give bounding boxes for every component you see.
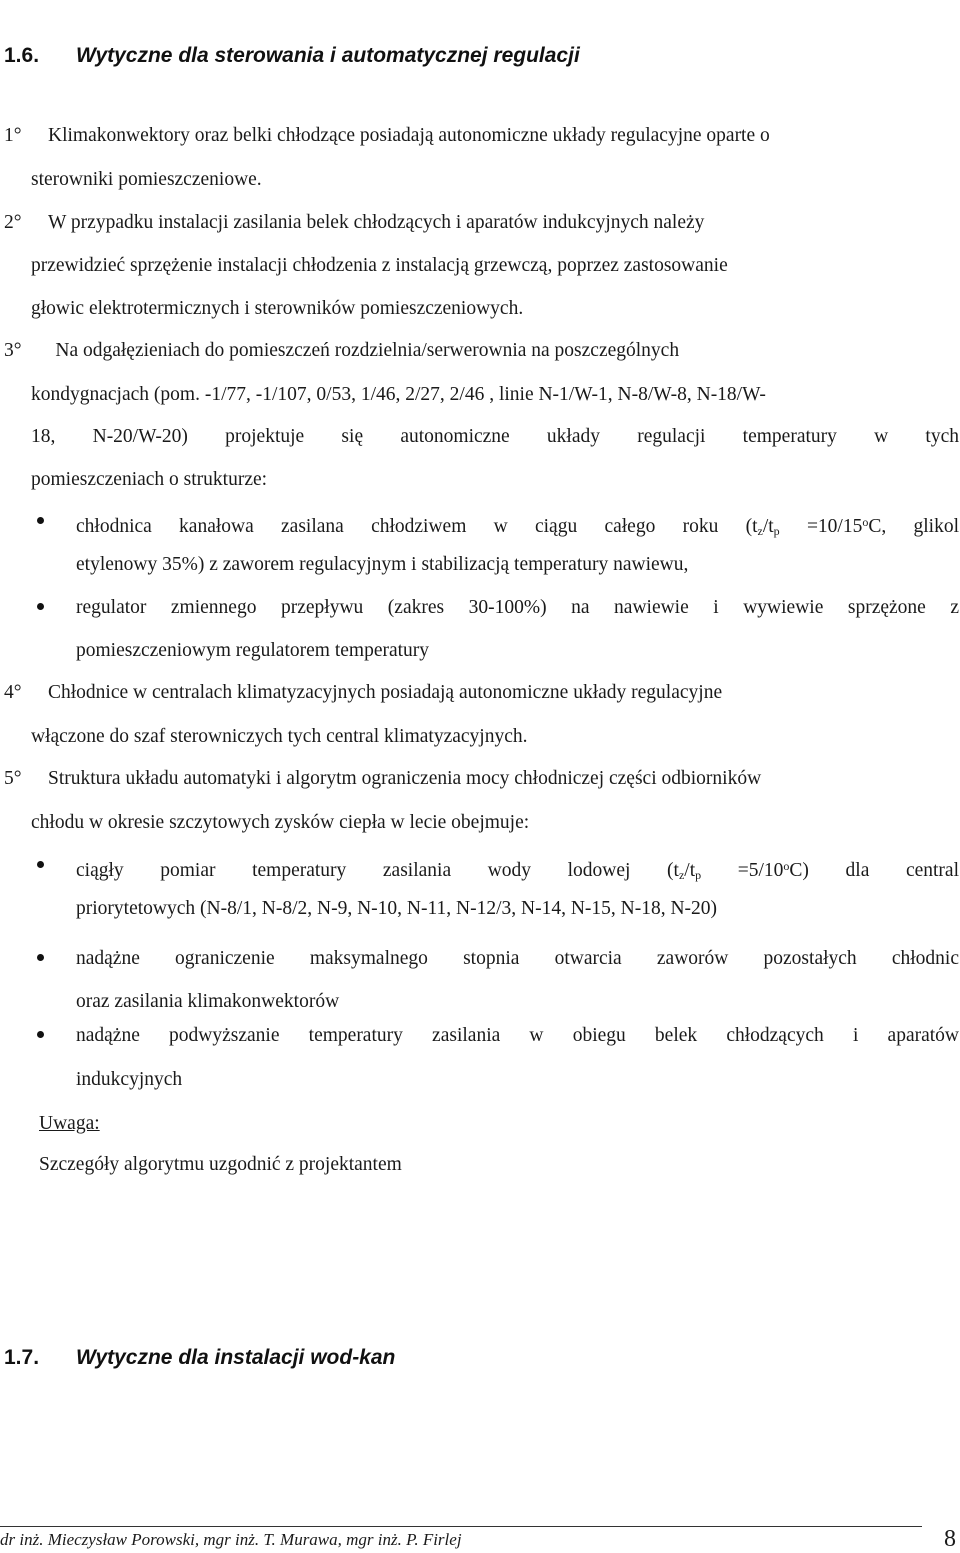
section-title: Wytyczne dla sterowania i automatycznej regulacji — [76, 44, 580, 67]
item-5-bullet-1-line-1 — [76, 854, 959, 887]
superscript: o — [783, 859, 790, 873]
item-5-bullet-3-line-1: nadążne podwyższanie temperatury zasilania w obiegu belek chłodzących i aparatów — [76, 1025, 959, 1046]
item-2-line-3: głowic elektrotermicznych i sterowników pomieszczeniowych. — [31, 298, 524, 319]
text-part: /t — [762, 516, 774, 537]
item-5-line-2: chłodu w okresie szczytowych zysków ciepła w lecie obejmuje: — [31, 812, 530, 833]
item-3-bullet-1-line-1 — [76, 510, 959, 543]
item-5-bullet-1-line-2: priorytetowych (N-8/1, N-8/2, N-9, N-10, N-11, N-12/3, N-14, N-15, N-18, N-20) — [76, 898, 718, 919]
item-3-line-1 — [31, 339, 679, 363]
subscript: p — [773, 524, 780, 538]
item-2-line-2: przewidzieć sprzężenie instalacji chłodzenia z instalacją grzewczą, poprzez zastosowanie — [31, 255, 728, 276]
item-3-bullet-2-line-1: regulator zmiennego przepływu (zakres 30-100%) na nawiewie i wywiewie sprzężone z — [76, 597, 959, 618]
item-1-line-2: sterowniki pomieszczeniowe. — [31, 169, 262, 190]
text-part: =5/10 — [737, 860, 784, 881]
item-5-bullet-2-line-2: oraz zasilania klimakonwektorów — [76, 991, 340, 1012]
item-5-line-1: Struktura układu automatyki i algorytm ograniczenia mocy chłodniczej części odbiorników — [48, 768, 762, 789]
item-number-1: 1° — [4, 125, 22, 146]
bullet-dot — [37, 517, 44, 524]
text-part: C, glikol — [868, 516, 959, 537]
section-heading-1-7 — [4, 1346, 395, 1370]
item-number-3: 3° — [4, 340, 22, 361]
item-1-line-1: Klimakonwektory oraz belki chłodzące posiadają autonomiczne układy regulacyjne oparte o — [48, 125, 770, 146]
text-part: C) dla central — [789, 860, 959, 881]
item-3-line-4: pomieszczeniach o strukturze: — [31, 469, 268, 490]
item-3-bullet-2-line-2: pomieszczeniowym regulatorem temperatury — [76, 640, 430, 661]
text-part: =10/15 — [806, 516, 863, 537]
item-2-line-1: W przypadku instalacji zasilania belek chłodzących i aparatów indukcyjnych należy — [48, 212, 705, 233]
subscript: z — [678, 868, 685, 882]
item-4-line-2: włączone do szaf sterowniczych tych central klimatyzacyjnych. — [31, 726, 528, 747]
item-3-line-1-text: Na odgałęzieniach do pomieszczeń rozdzielnia/serwerownia na poszczególnych — [55, 340, 680, 361]
note-label: Uwaga: — [39, 1113, 100, 1134]
item-4-line-1: Chłodnice w centralach klimatyzacyjnych posiadają autonomiczne układy regulacyjne — [48, 682, 723, 703]
superscript: o — [862, 515, 869, 529]
page-number: 8 — [944, 1526, 956, 1552]
item-5-bullet-2-line-1: nadążne ograniczenie maksymalnego stopnia otwarcia zaworów pozostałych chłodnic — [76, 948, 959, 969]
subscript: p — [695, 868, 702, 882]
section-heading-1-6 — [4, 44, 580, 68]
item-3-bullet-1-line-2: etylenowy 35%) z zaworem regulacyjnym i stabilizacją temperatury nawiewu, — [76, 554, 689, 575]
section-title: Wytyczne dla instalacji wod-kan — [76, 1346, 396, 1369]
footer-authors: dr inż. Mieczysław Porowski, mgr inż. T. Murawa, mgr inż. P. Firlej — [0, 1530, 462, 1549]
item-number-5: 5° — [4, 768, 22, 789]
text-part: ciągły pomiar temperatury zasilania wody lodowej (t — [76, 860, 679, 881]
item-3-line-3: 18, N-20/W-20) projektuje się autonomiczne układy regulacji temperatury w tych — [31, 426, 959, 447]
bullet-dot — [37, 954, 44, 961]
item-3-line-2: kondygnacjach (pom. -1/77, -1/107, 0/53, 1/46, 2/27, 2/46 , linie N-1/W-1, N-8/W-8, N-18/W- — [31, 384, 766, 405]
section-number: 1.7. — [4, 1346, 40, 1369]
section-number: 1.6. — [4, 44, 40, 67]
item-number-4: 4° — [4, 682, 22, 703]
item-number-2: 2° — [4, 212, 22, 233]
text-part: /t — [684, 860, 696, 881]
bullet-dot — [37, 1031, 44, 1038]
note-text: Szczegóły algorytmu uzgodnić z projektantem — [39, 1154, 402, 1175]
bullet-dot — [37, 603, 44, 610]
text-part: chłodnica kanałowa zasilana chłodziwem w ciągu całego roku (t — [76, 516, 758, 537]
bullet-dot — [37, 861, 44, 868]
item-5-bullet-3-line-2: indukcyjnych — [76, 1069, 183, 1090]
footer-divider — [0, 1526, 922, 1527]
subscript: z — [757, 524, 763, 538]
